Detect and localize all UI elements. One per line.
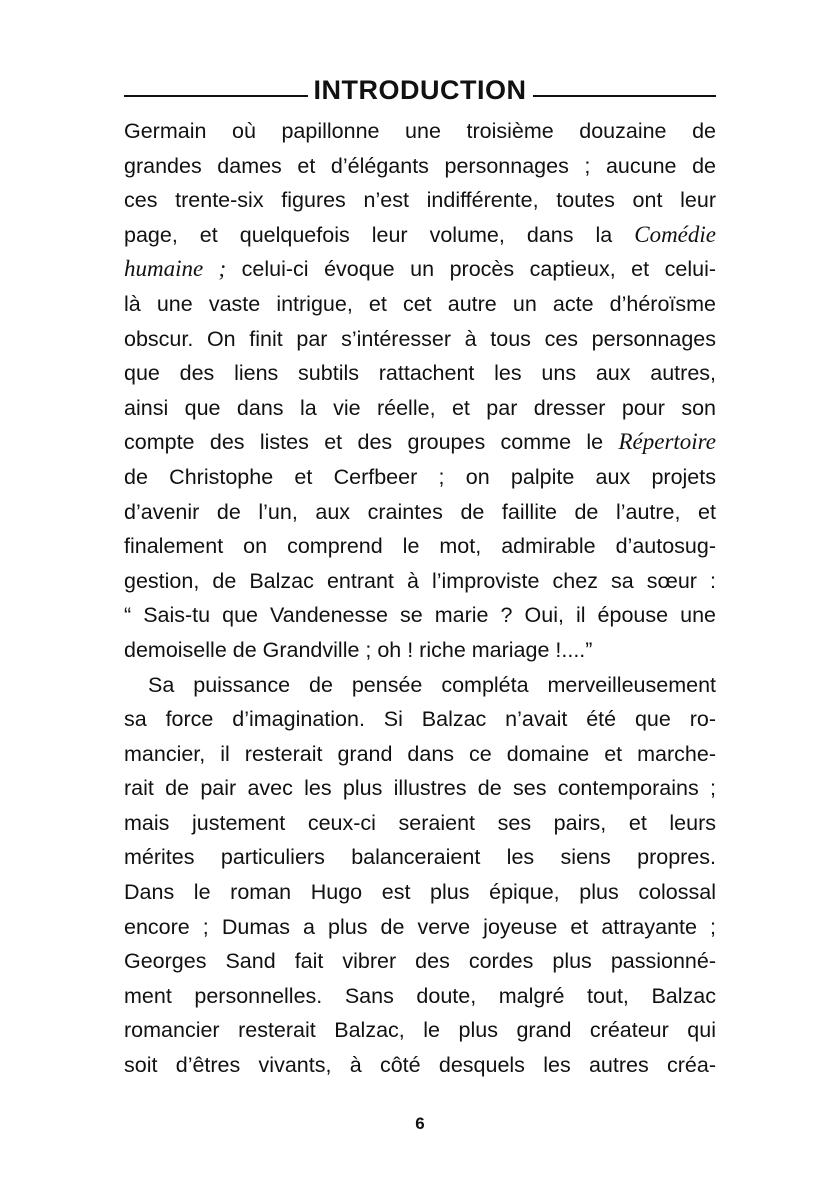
text-line xyxy=(124,944,716,979)
text-line xyxy=(124,287,716,322)
text-run: finalement on comprend le mot, admirable d’autosug- xyxy=(124,534,716,559)
text-run: ainsi que dans la vie réelle, et par dresser pour son xyxy=(124,395,716,420)
text-run: mancier, il resterait grand dans ce domaine et marche- xyxy=(124,741,716,766)
text-run: encore ; Dumas a plus de verve joyeuse et attrayante ; xyxy=(124,914,716,939)
text-run: d’avenir de l’un, aux craintes de faillite de l’autre, et xyxy=(124,499,716,524)
text-line xyxy=(124,356,716,391)
text-line xyxy=(124,598,716,633)
italic-title: Comédie xyxy=(634,221,716,247)
text-line xyxy=(124,1048,716,1083)
text-run: ces trente-six figures n’est indifférente, toutes ont leur xyxy=(124,188,716,213)
text-run: page, et quelquefois leur volume, dans la xyxy=(124,222,635,247)
body-text xyxy=(124,114,716,1083)
text-line xyxy=(124,149,716,184)
text-run: mérites particuliers balanceraient les siens propres. xyxy=(124,845,716,870)
text-run: obscur. On finit par s’intéresser à tous ces personnages xyxy=(124,326,716,351)
header-rule-right xyxy=(533,95,717,97)
text-line xyxy=(124,910,716,945)
text-run: Dans le roman Hugo est plus épique, plus colossal xyxy=(124,880,716,905)
page-number: 6 xyxy=(415,1114,425,1133)
text-line xyxy=(124,322,716,357)
page xyxy=(124,70,716,1083)
text-run: rait de pair avec les plus illustres de ses contemporains ; xyxy=(124,776,716,801)
text-run: Sa puissance de pensée compléta merveilleusement xyxy=(148,672,716,697)
text-line xyxy=(124,252,716,287)
text-line xyxy=(124,875,716,910)
text-line xyxy=(124,460,716,495)
text-line xyxy=(124,1013,716,1048)
text-line xyxy=(124,979,716,1014)
italic-title: humaine ; xyxy=(124,256,227,282)
text-run: “ Sais-tu que Vandenesse se marie ? Oui, il épouse une xyxy=(124,603,716,628)
italic-title: Répertoire xyxy=(618,429,716,455)
text-line xyxy=(124,391,716,426)
text-run: mais justement ceux-ci seraient ses pairs, et leurs xyxy=(124,810,716,835)
text-run: de Christophe et Cerfbeer ; on palpite aux projets xyxy=(124,464,716,489)
text-run: Georges Sand fait vibrer des cordes plus passionné- xyxy=(124,949,716,974)
text-line xyxy=(124,702,716,737)
paragraph xyxy=(124,114,716,668)
text-line xyxy=(124,806,716,841)
text-line xyxy=(124,183,716,218)
text-run: ment personnelles. Sans doute, malgré tout, Balzac xyxy=(124,983,716,1008)
running-title: INTRODUCTION xyxy=(313,74,527,105)
text-run: Germain où papillonne une troisième douzaine de xyxy=(124,119,716,143)
text-line xyxy=(124,668,716,703)
text-line xyxy=(124,114,716,149)
text-run: celui-ci évoque un procès captieux, et celui- xyxy=(226,257,717,282)
text-run: sa force d’imagination. Si Balzac n’avait été que ro- xyxy=(124,707,716,732)
paragraph xyxy=(124,668,716,1083)
text-line xyxy=(124,218,716,253)
text-line xyxy=(124,771,716,806)
text-line xyxy=(124,529,716,564)
text-line xyxy=(124,840,716,875)
running-header xyxy=(124,70,716,110)
header-rule-left xyxy=(124,95,308,97)
text-line xyxy=(124,564,716,599)
text-run: que des liens subtils rattachent les uns aux autres, xyxy=(124,361,716,386)
text-run: romancier resterait Balzac, le plus grand créateur qui xyxy=(124,1018,716,1043)
text-run: là une vaste intrigue, et cet autre un acte d’héroïsme xyxy=(124,291,716,316)
text-run: grandes dames et d’élégants personnages ; aucune de xyxy=(124,153,716,178)
text-line xyxy=(124,633,716,668)
text-line xyxy=(124,425,716,460)
text-run: soit d’êtres vivants, à côté desquels les autres créa- xyxy=(124,1053,716,1078)
text-run: compte des listes et des groupes comme le xyxy=(124,430,619,455)
text-line xyxy=(124,495,716,530)
text-run: gestion, de Balzac entrant à l’improviste chez sa sœur : xyxy=(124,568,716,593)
text-line xyxy=(124,737,716,772)
text-run: demoiselle de Grandville ; oh ! riche mariage !....” xyxy=(124,637,593,662)
